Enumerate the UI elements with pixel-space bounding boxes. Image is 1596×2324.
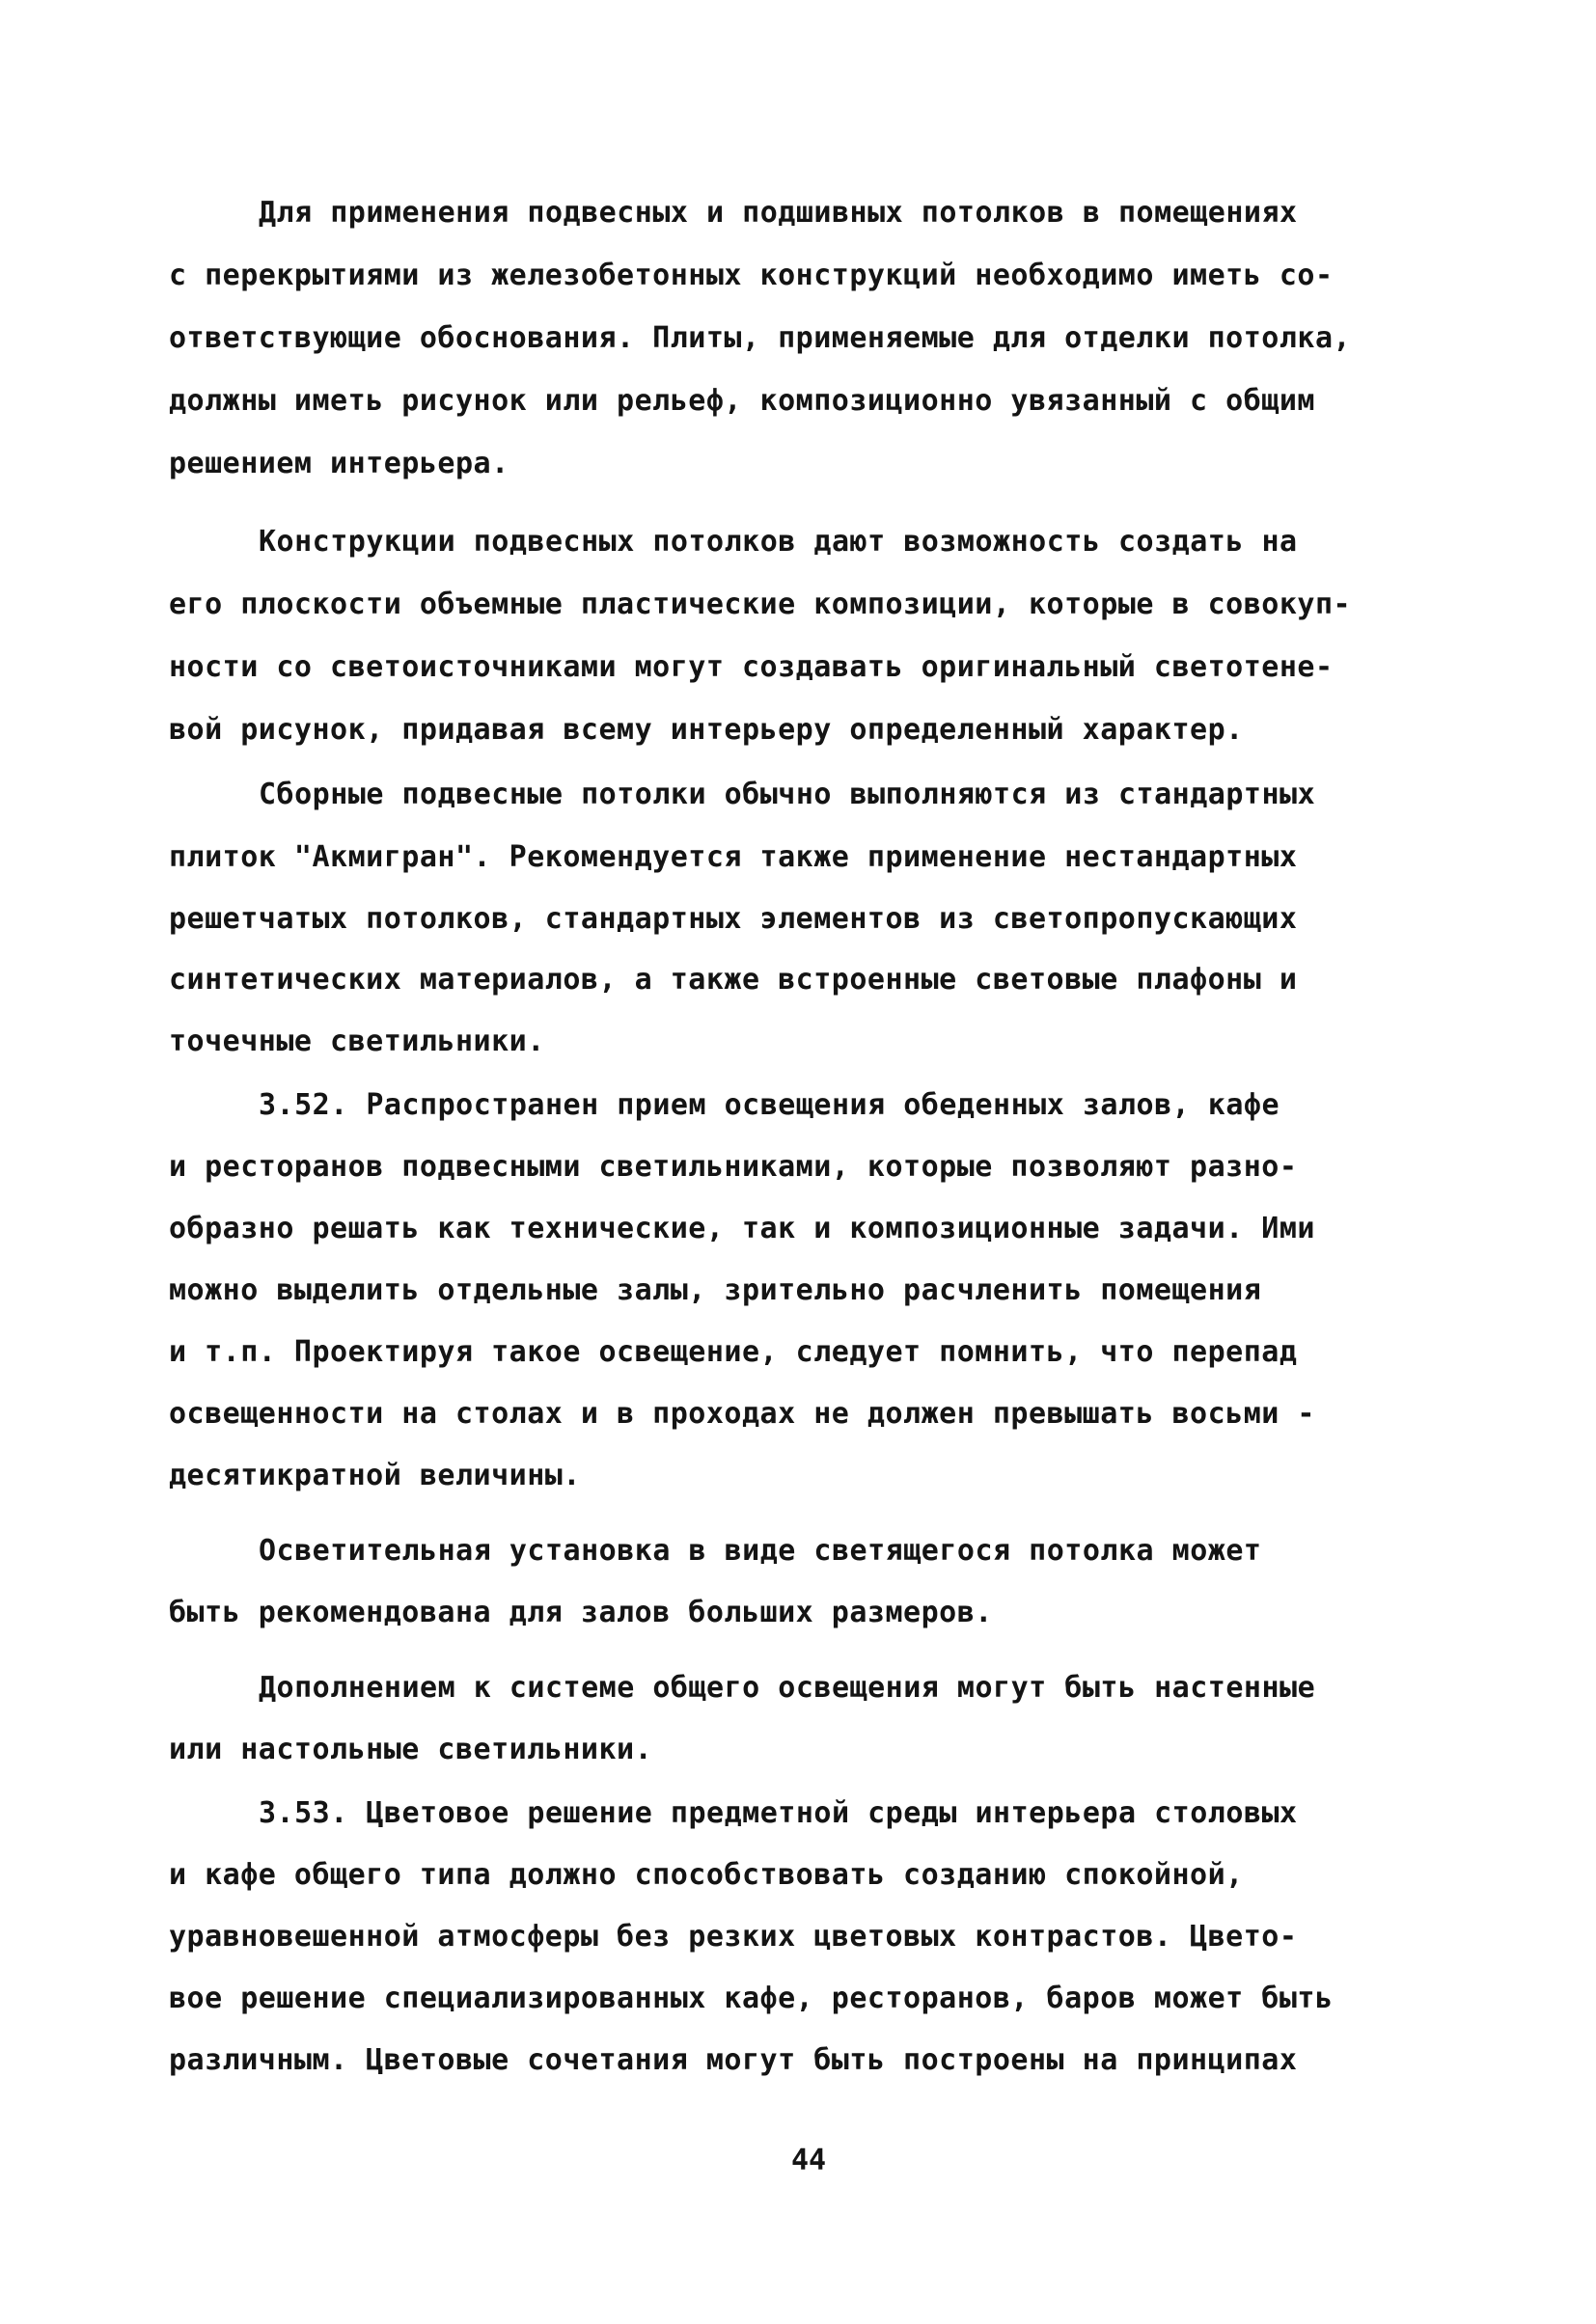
text-line: его плоскости объемные пластические композиции, которые в совокуп- bbox=[169, 588, 1352, 621]
text-line: вое решение специализированных кафе, ресторанов, баров может быть bbox=[169, 1982, 1334, 2015]
text-line: решением интерьера. bbox=[169, 447, 509, 480]
text-line: или настольные светильники. bbox=[169, 1733, 653, 1766]
text-line: плиток "Акмигран". Рекомендуется также применение нестандартных bbox=[169, 840, 1298, 874]
text-line: быть рекомендована для залов больших размеров. bbox=[169, 1596, 993, 1629]
page-number: 44 bbox=[791, 2144, 827, 2177]
text-line: Для применения подвесных и подшивных потолков в помещениях bbox=[259, 196, 1298, 230]
text-line: и кафе общего типа должно способствовать созданию спокойной, bbox=[169, 1858, 1244, 1892]
text-line: образно решать как технические, так и композиционные задачи. Ими bbox=[169, 1212, 1315, 1245]
text-line: ответствующие обоснования. Плиты, применяемые для отделки потолка, bbox=[169, 321, 1352, 355]
text-line: Сборные подвесные потолки обычно выполняются из стандартных bbox=[259, 778, 1316, 811]
text-line: синтетических материалов, а также встроенные световые плафоны и bbox=[169, 963, 1298, 997]
text-line: точечные светильники. bbox=[169, 1025, 545, 1058]
text-line: освещенности на столах и в проходах не должен превышать восьми - bbox=[169, 1397, 1315, 1431]
text-line: и ресторанов подвесными светильниками, которые позволяют разно- bbox=[169, 1150, 1298, 1184]
text-line: должны иметь рисунок или рельеф, композиционно увязанный с общим bbox=[169, 384, 1315, 418]
text-line: с перекрытиями из железобетонных конструкций необходимо иметь со- bbox=[169, 259, 1334, 292]
text-line: уравновешенной атмосферы без резких цветовых контрастов. Цвето- bbox=[169, 1920, 1298, 1954]
text-line: ности со светоисточниками могут создавать оригинальный светотене- bbox=[169, 650, 1334, 684]
text-line: можно выделить отдельные залы, зрительно расчленить помещения bbox=[169, 1273, 1262, 1307]
text-line: вой рисунок, придавая всему интерьеру определенный характер. bbox=[169, 713, 1244, 747]
text-line: десятикратной величины. bbox=[169, 1459, 581, 1492]
text-line: и т.п. Проектируя такое освещение, следует помнить, что перепад bbox=[169, 1335, 1298, 1369]
text-line: 3.53. Цветовое решение предметной среды интерьера столовых bbox=[259, 1796, 1298, 1830]
text-line: 3.52. Распространен прием освещения обеденных залов, кафе bbox=[259, 1088, 1280, 1122]
text-line: Дополнением к системе общего освещения могут быть настенные bbox=[259, 1671, 1316, 1705]
text-line: различным. Цветовые сочетания могут быть построены на принципах bbox=[169, 2043, 1298, 2077]
text-line: Конструкции подвесных потолков дают возможность создать на bbox=[259, 525, 1298, 559]
text-line: Осветительная установка в виде светящегося потолка может bbox=[259, 1534, 1262, 1568]
text-line: решетчатых потолков, стандартных элементов из светопропускающих bbox=[169, 902, 1298, 936]
